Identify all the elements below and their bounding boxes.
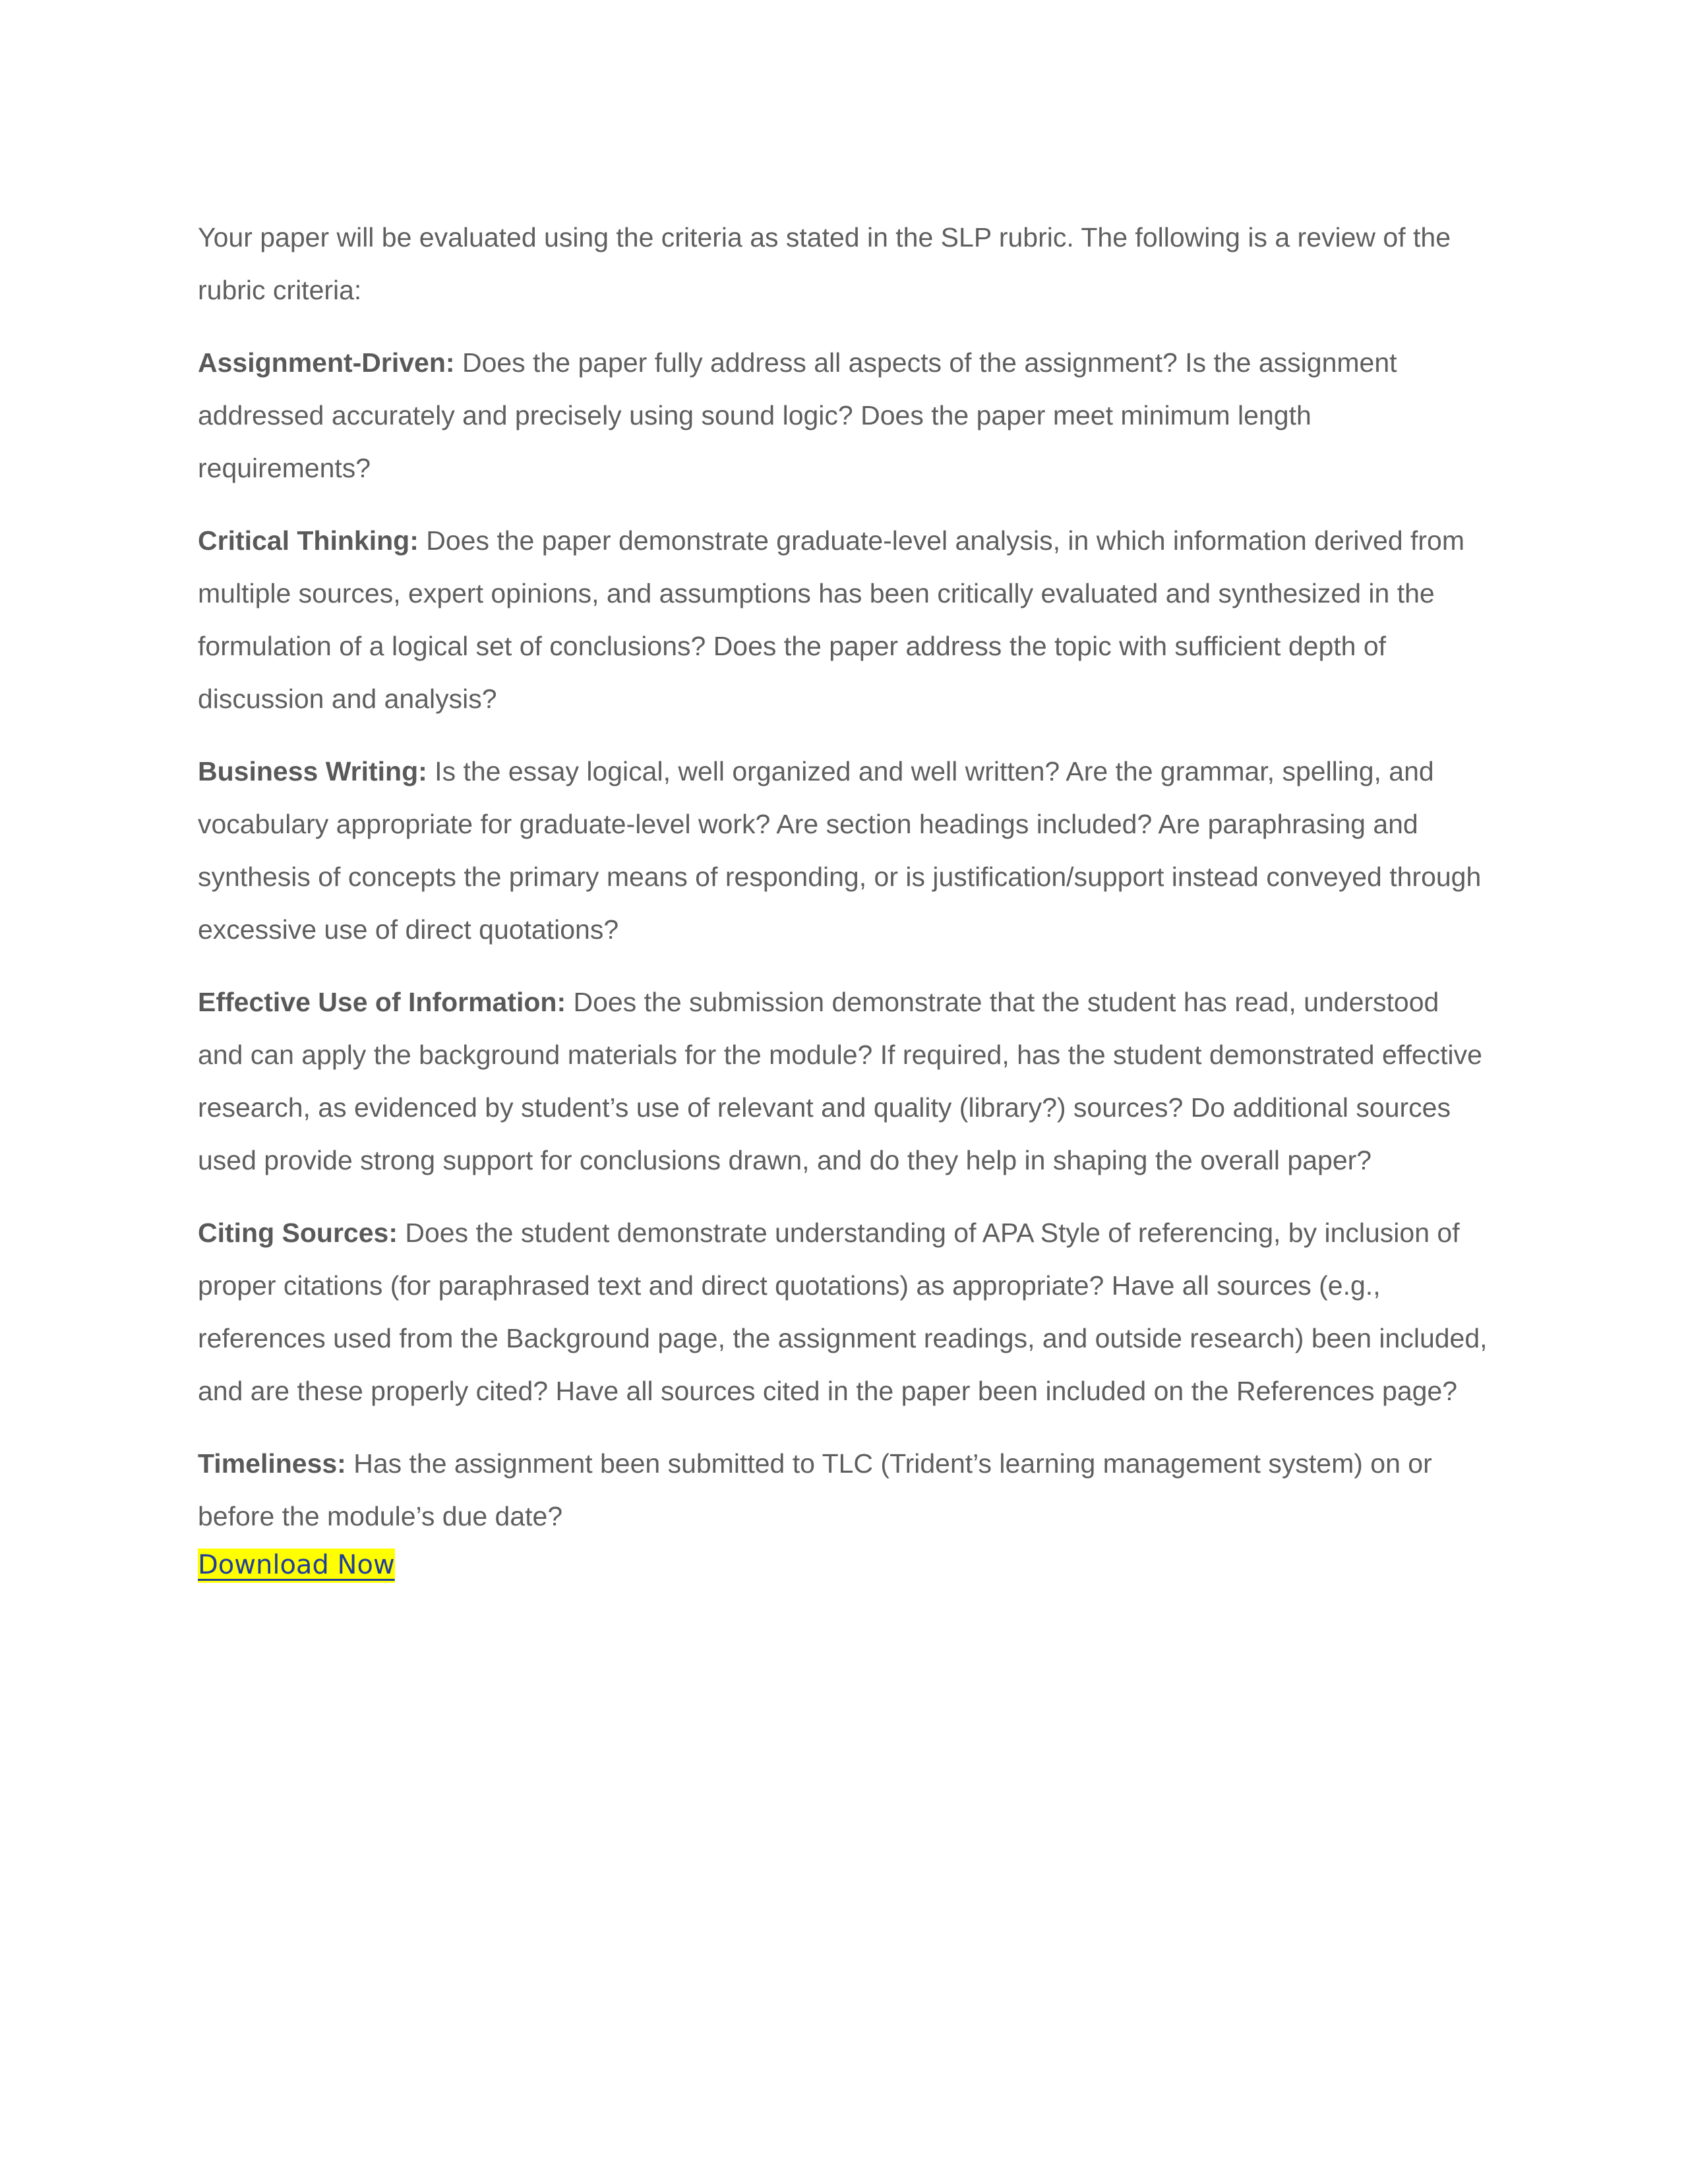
criterion-business-writing xyxy=(198,745,1490,956)
criterion-effective-use-of-information xyxy=(198,976,1490,1187)
criterion-heading: Timeliness: xyxy=(198,1448,346,1479)
criterion-text: Is the essay logical, well organized and well written? Are the grammar, spelling, and vocabulary appropriate for graduate-level work? Are section headings included? Are paraphrasing and synthesis of concepts the primary means of responding, or is justification/support instead conveyed through excessive use of direct quotations? xyxy=(198,756,1482,945)
criterion-heading: Critical Thinking: xyxy=(198,525,419,556)
criterion-text: Does the paper demonstrate graduate-level analysis, in which information derived from multiple sources, expert opinions, and assumptions has been critically evaluated and synthesized in the formulation of a logical set of conclusions? Does the paper address the topic with sufficient depth of discussion and analysis? xyxy=(198,525,1465,714)
criterion-heading: Effective Use of Information: xyxy=(198,987,566,1017)
criterion-heading: Business Writing: xyxy=(198,756,427,786)
criterion-text: Does the student demonstrate understanding of APA Style of referencing, by inclusion of proper citations (for paraphrased text and direct quotations) as appropriate? Have all sources (e.g., references used from the Background page, the assignment readings, and outside research) been included, and are these properly cited? Have all sources cited in the paper been included on the References page? xyxy=(198,1218,1488,1406)
criterion-heading: Assignment-Driven: xyxy=(198,347,455,378)
download-container xyxy=(198,1541,1490,1588)
criterion-text: Does the submission demonstrate that the student has read, understood and can apply the background materials for the module? If required, has the student demonstrated effective research, as evidenced by student’s use of relevant and quality (library?) sources? Do additional sources used provide strong support for conclusions drawn, and do they help in shaping the overall paper? xyxy=(198,987,1482,1175)
document-page xyxy=(198,211,1490,1588)
criterion-critical-thinking xyxy=(198,514,1490,725)
criterion-heading: Citing Sources: xyxy=(198,1218,398,1248)
criterion-assignment-driven xyxy=(198,336,1490,494)
criterion-timeliness xyxy=(198,1437,1490,1543)
download-now-link[interactable]: Download Now xyxy=(198,1549,395,1583)
criterion-citing-sources xyxy=(198,1206,1490,1417)
intro-paragraph: Your paper will be evaluated using the criteria as stated in the SLP rubric. The following is a review of the rubric criteria: xyxy=(198,222,1451,305)
criterion-text: Has the assignment been submitted to TLC (Trident’s learning management system) on or before the module’s due date? xyxy=(198,1448,1432,1531)
criterion-text: Does the paper fully address all aspects of the assignment? Is the assignment addressed accurately and precisely using sound logic? Does the paper meet minimum length requirements? xyxy=(198,347,1397,483)
